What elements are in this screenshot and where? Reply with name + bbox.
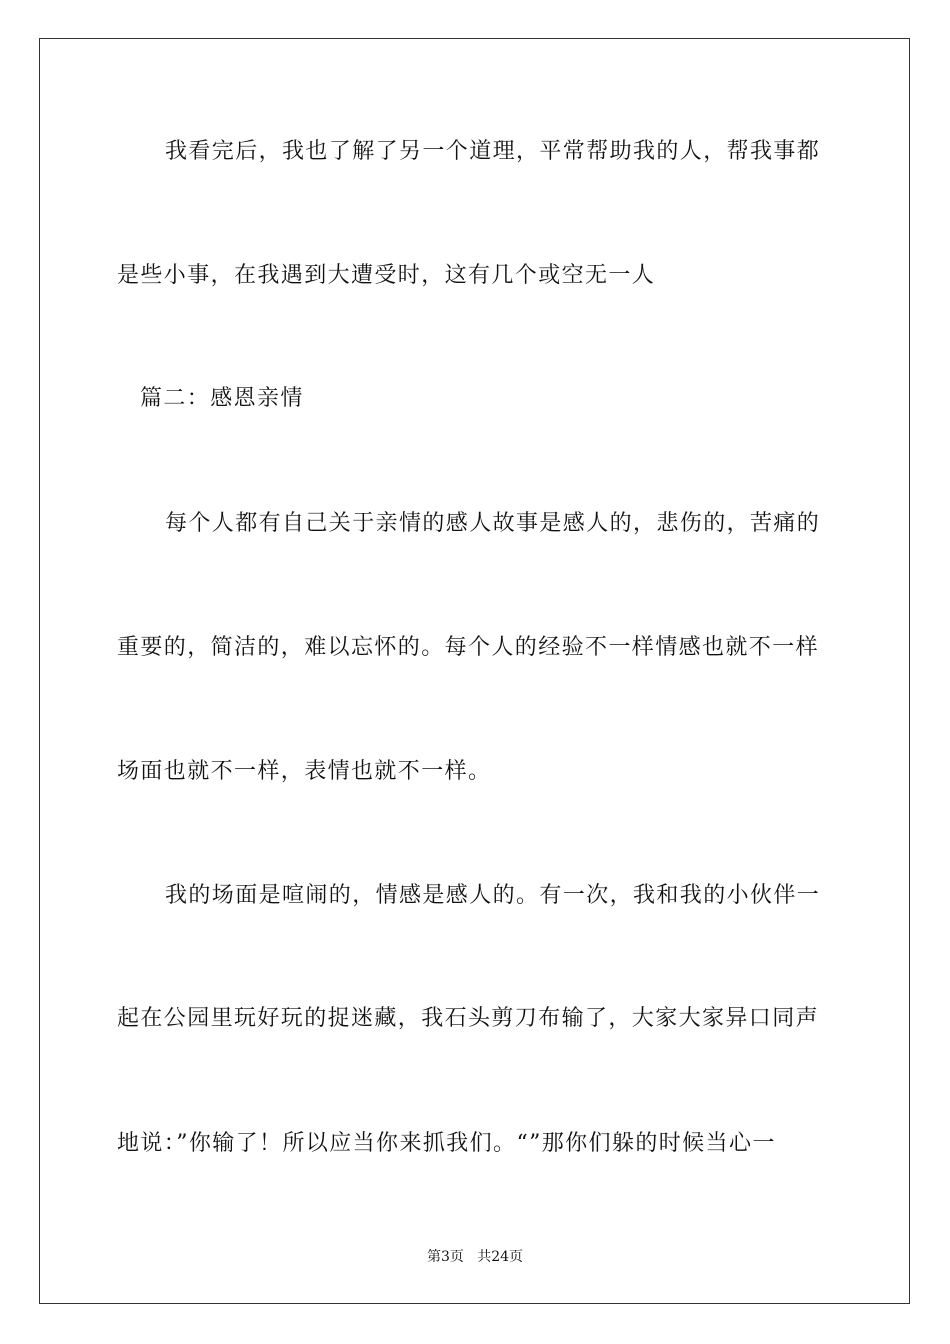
paragraph-line: 每个人都有自己关于亲情的感人故事是感人的，悲伤的，苦痛的	[165, 511, 821, 536]
paragraph-line: 是些小事，在我遇到大遭受时，这有几个或空无一人	[117, 263, 656, 288]
section-heading: 篇二：感恩亲情	[140, 386, 304, 411]
paragraph-line: 场面也就不一样，表情也就不一样。	[117, 759, 492, 784]
page-footer: 第3页 共24页	[426, 1249, 524, 1265]
paragraph-line: 我的场面是喧闹的，情感是感人的。有一次，我和我的小伙伴一	[165, 883, 821, 908]
paragraph-line: 起在公园里玩好玩的捉迷藏，我石头剪刀布输了，大家大家异口同声	[117, 1006, 820, 1031]
paragraph-line: 重要的，简洁的，难以忘怀的。每个人的经验不一样情感也就不一样	[117, 635, 820, 660]
page-border	[39, 38, 910, 1304]
paragraph-line: 地说：”你输了！所以应当你来抓我们。“”那你们躲的时候当心一	[117, 1131, 776, 1156]
paragraph-line: 我看完后，我也了解了另一个道理，平常帮助我的人，帮我事都	[165, 139, 821, 164]
